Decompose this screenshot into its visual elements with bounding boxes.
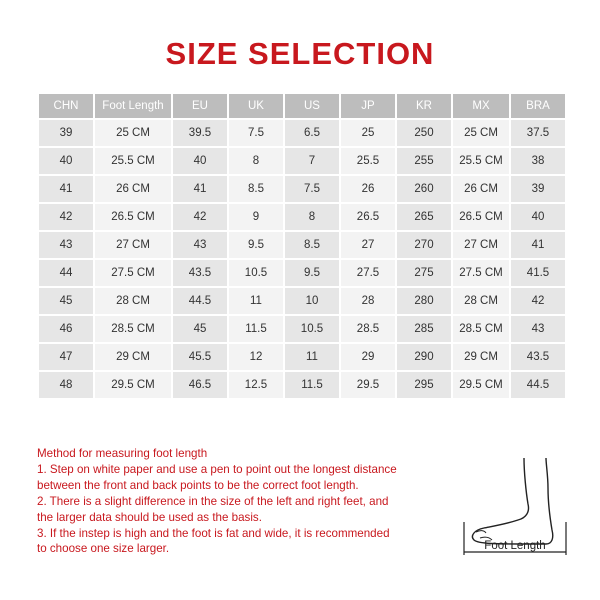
table-cell: 45.5 bbox=[173, 344, 227, 370]
table-cell: 47 bbox=[39, 344, 93, 370]
measuring-instructions bbox=[37, 446, 457, 557]
column-header: CHN bbox=[39, 94, 93, 118]
table-cell: 8.5 bbox=[229, 176, 283, 202]
table-cell: 7 bbox=[285, 148, 339, 174]
table-cell: 40 bbox=[39, 148, 93, 174]
table-cell: 255 bbox=[397, 148, 451, 174]
table-cell: 265 bbox=[397, 204, 451, 230]
table-cell: 27.5 CM bbox=[453, 260, 509, 286]
table-cell: 43 bbox=[511, 316, 565, 342]
table-cell: 26 CM bbox=[453, 176, 509, 202]
table-cell: 275 bbox=[397, 260, 451, 286]
page-title: SIZE SELECTION bbox=[165, 36, 435, 71]
instructions-heading: Method for measuring foot length bbox=[37, 447, 208, 460]
table-cell: 29.5 CM bbox=[453, 372, 509, 398]
table-cell: 25.5 CM bbox=[453, 148, 509, 174]
table-cell: 41 bbox=[39, 176, 93, 202]
table-cell: 46 bbox=[39, 316, 93, 342]
instruction-line: the larger data should be used as the basis. bbox=[37, 510, 262, 524]
table-header-row bbox=[39, 94, 565, 118]
table-cell: 11 bbox=[229, 288, 283, 314]
table-cell: 28.5 bbox=[341, 316, 395, 342]
table-cell: 28.5 CM bbox=[453, 316, 509, 342]
table-cell: 11.5 bbox=[229, 316, 283, 342]
table-cell: 40 bbox=[173, 148, 227, 174]
table-cell: 45 bbox=[173, 316, 227, 342]
table-cell: 12 bbox=[229, 344, 283, 370]
table-cell: 26 CM bbox=[95, 176, 171, 202]
table-row bbox=[39, 260, 565, 286]
table-cell: 40 bbox=[511, 204, 565, 230]
instruction-line: to choose one size larger. bbox=[37, 542, 170, 556]
table-cell: 46.5 bbox=[173, 372, 227, 398]
table-cell: 285 bbox=[397, 316, 451, 342]
foot-length-label: Foot Length bbox=[484, 540, 546, 552]
table-cell: 290 bbox=[397, 344, 451, 370]
instruction-line: 3. If the instep is high and the foot is fat and wide, it is recommended bbox=[37, 526, 390, 540]
table-cell: 37.5 bbox=[511, 120, 565, 146]
table-cell: 8 bbox=[229, 148, 283, 174]
table-cell: 260 bbox=[397, 176, 451, 202]
table-cell: 29.5 bbox=[341, 372, 395, 398]
column-header: BRA bbox=[511, 94, 565, 118]
table-cell: 29.5 CM bbox=[95, 372, 171, 398]
table-row bbox=[39, 372, 565, 398]
table-cell: 28 CM bbox=[453, 288, 509, 314]
table-cell: 29 CM bbox=[95, 344, 171, 370]
column-header: JP bbox=[341, 94, 395, 118]
table-cell: 41 bbox=[511, 232, 565, 258]
table-cell: 43 bbox=[39, 232, 93, 258]
table-cell: 7.5 bbox=[229, 120, 283, 146]
table-cell: 25.5 CM bbox=[95, 148, 171, 174]
table-cell: 7.5 bbox=[285, 176, 339, 202]
table-row bbox=[39, 204, 565, 230]
table-cell: 27.5 CM bbox=[95, 260, 171, 286]
table-cell: 38 bbox=[511, 148, 565, 174]
table-cell: 9.5 bbox=[285, 260, 339, 286]
table-cell: 295 bbox=[397, 372, 451, 398]
table-cell: 6.5 bbox=[285, 120, 339, 146]
table-cell: 250 bbox=[397, 120, 451, 146]
column-header: MX bbox=[453, 94, 509, 118]
table-cell: 28 bbox=[341, 288, 395, 314]
table-cell: 39 bbox=[511, 176, 565, 202]
table-cell: 25 CM bbox=[95, 120, 171, 146]
size-chart-table bbox=[37, 92, 567, 400]
table-cell: 29 CM bbox=[453, 344, 509, 370]
table-cell: 25 bbox=[341, 120, 395, 146]
table-cell: 42 bbox=[173, 204, 227, 230]
table-row bbox=[39, 288, 565, 314]
table-row bbox=[39, 176, 565, 202]
table-cell: 27.5 bbox=[341, 260, 395, 286]
table-cell: 45 bbox=[39, 288, 93, 314]
table-row bbox=[39, 148, 565, 174]
table-cell: 43 bbox=[173, 232, 227, 258]
table-cell: 12.5 bbox=[229, 372, 283, 398]
column-header: KR bbox=[397, 94, 451, 118]
table-cell: 26 bbox=[341, 176, 395, 202]
table-cell: 8.5 bbox=[285, 232, 339, 258]
instruction-line: 1. Step on white paper and use a pen to point out the longest distance bbox=[37, 462, 397, 476]
column-header: US bbox=[285, 94, 339, 118]
table-cell: 11.5 bbox=[285, 372, 339, 398]
table-cell: 48 bbox=[39, 372, 93, 398]
table-cell: 270 bbox=[397, 232, 451, 258]
table-cell: 25.5 bbox=[341, 148, 395, 174]
table-cell: 10 bbox=[285, 288, 339, 314]
table-cell: 9 bbox=[229, 204, 283, 230]
table-cell: 9.5 bbox=[229, 232, 283, 258]
table-cell: 44.5 bbox=[511, 372, 565, 398]
table-cell: 41 bbox=[173, 176, 227, 202]
table-cell: 28 CM bbox=[95, 288, 171, 314]
table-cell: 44 bbox=[39, 260, 93, 286]
column-header: EU bbox=[173, 94, 227, 118]
table-cell: 27 bbox=[341, 232, 395, 258]
table-row bbox=[39, 316, 565, 342]
table-cell: 42 bbox=[39, 204, 93, 230]
table-cell: 10.5 bbox=[229, 260, 283, 286]
table-cell: 39 bbox=[39, 120, 93, 146]
table-cell: 280 bbox=[397, 288, 451, 314]
table-row bbox=[39, 120, 565, 146]
table-cell: 27 CM bbox=[453, 232, 509, 258]
table-cell: 42 bbox=[511, 288, 565, 314]
table-cell: 43.5 bbox=[173, 260, 227, 286]
table-body bbox=[39, 120, 565, 398]
column-header: UK bbox=[229, 94, 283, 118]
table-cell: 29 bbox=[341, 344, 395, 370]
toe-line bbox=[476, 531, 486, 533]
table-cell: 26.5 CM bbox=[453, 204, 509, 230]
table-cell: 10.5 bbox=[285, 316, 339, 342]
table-cell: 8 bbox=[285, 204, 339, 230]
instruction-line: 2. There is a slight difference in the size of the left and right feet, and bbox=[37, 494, 389, 508]
table-cell: 44.5 bbox=[173, 288, 227, 314]
column-header: Foot Length bbox=[95, 94, 171, 118]
table-cell: 11 bbox=[285, 344, 339, 370]
table-cell: 39.5 bbox=[173, 120, 227, 146]
table-cell: 28.5 CM bbox=[95, 316, 171, 342]
instruction-line: between the front and back points to be the correct foot length. bbox=[37, 478, 359, 492]
table-cell: 41.5 bbox=[511, 260, 565, 286]
table-row bbox=[39, 344, 565, 370]
table-cell: 25 CM bbox=[453, 120, 509, 146]
table-cell: 43.5 bbox=[511, 344, 565, 370]
table-cell: 26.5 CM bbox=[95, 204, 171, 230]
table-row bbox=[39, 232, 565, 258]
table-cell: 27 CM bbox=[95, 232, 171, 258]
table-cell: 26.5 bbox=[341, 204, 395, 230]
